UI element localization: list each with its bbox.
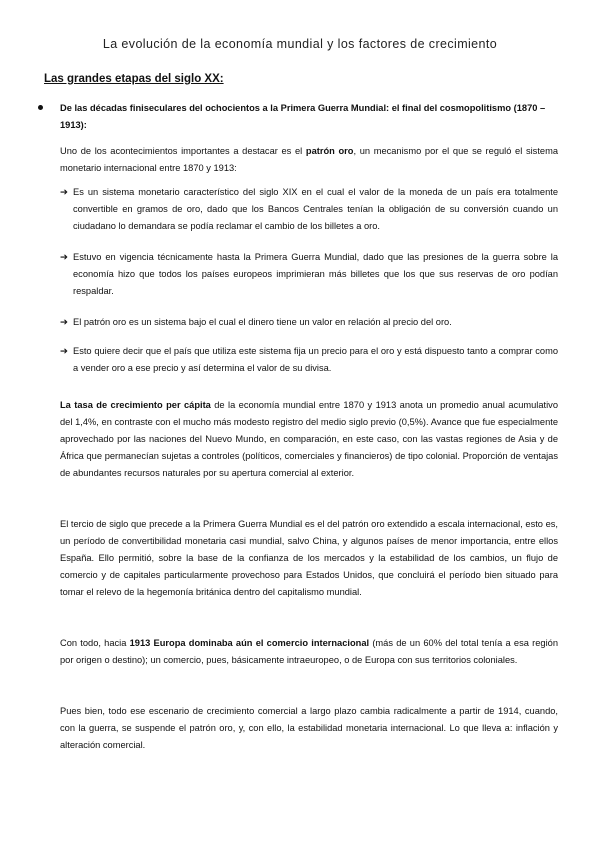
arrow-right-icon: ➔ <box>60 187 68 198</box>
arrow-item-text: Estuvo en vigencia técnicamente hasta la Primera Guerra Mundial, dado que las presiones de la guerra sobre la economía hizo que todos los países europeos imprimieran más billetes que los que sus reservas de oro podían respaldar. <box>73 252 558 296</box>
intro-after: , un mecanismo por el que se reguló el sistema monetario internacional entre 1870 y 1913: <box>60 146 558 173</box>
document-title: La evolución de la economía mundial y los factores de crecimiento <box>102 37 498 51</box>
arrow-right-icon: ➔ <box>60 346 68 357</box>
arrow-list-item <box>60 343 558 377</box>
arrow-item-text: Es un sistema monetario característico del siglo XIX en el cual el valor de la moneda de un país era totalmente convertible en gramos de oro, dado que los Bancos Centrales tenían la obligación de su conversión cuando un ciudadano lo demandara se podía reclamar el cambio de los billetes a oro. <box>73 187 558 231</box>
paragraph-conclusion: Pues bien, todo ese escenario de crecimiento comercial a largo plazo cambia radicalmente a partir de 1914, cuando, con la guerra, se suspende el patrón oro, y, con ello, la estabilidad monetaria internacional. Lo que lleva a: inflación y alteración comercial. <box>60 706 558 750</box>
arrow-right-icon: ➔ <box>60 317 68 328</box>
paragraph-growth-rate <box>60 397 558 482</box>
europe-bold: 1913 Europa dominaba aún el comercio internacional <box>129 638 370 648</box>
arrow-item-text: El patrón oro es un sistema bajo el cual el dinero tiene un valor en relación al precio del oro. <box>73 317 452 327</box>
intro-paragraph <box>60 143 558 177</box>
arrow-right-icon: ➔ <box>60 252 68 263</box>
arrow-item-text: Esto quiere decir que el país que utiliza este sistema fija un precio para el oro y está dispuesto tanto a comprar como a vender oro a ese precio y así determina el valor de su divisa. <box>73 346 558 373</box>
growth-rate-text: de la economía mundial entre 1870 y 1913 anota un promedio anual acumulativo del 1,4%, en contraste con el mucho más modesto registro del medio siglo previo (0,5%). Avance que fue especialmente aprovechado por las naciones del Nuevo Mundo, en comparación, en este caso, con las vastas regiones de Asia y de África que permanecían sujetas a controles (políticos, comerciales y financieros) de tipo colonial. Proporción de ventajas de abundantes recursos naturales por su apertura comercial al exterior. <box>60 400 558 478</box>
bullet-dot-icon <box>38 105 43 110</box>
paragraph-gold-standard-era: El tercio de siglo que precede a la Primera Guerra Mundial es el del patrón oro extendido a escala internacional, esto es, un período de convertibilidad monetaria casi mundial, salvo China, y algunos países de menor importancia, entre ellos España. Ello permitió, sobre la base de la confianza de los mercados y la estabilidad de los cambios, un flujo de comercio y de capitales particularmente provechoso para Estados Unidos, que concluirá el período bien situado para tomar el relevo de la hegemonía británica dentro del capitalismo mundial. <box>60 519 558 597</box>
intro-bold: patrón oro <box>305 146 354 156</box>
europe-after: (más de un 60% del total tenía a esa región por origen o destino); un comercio, pues, básicamente intraeuropeo, o de Europa con sus territorios coloniales. <box>60 638 558 665</box>
arrow-list-item <box>60 314 558 331</box>
bullet-text: De las décadas finiseculares del ochocientos a la Primera Guerra Mundial: el final del cosmopolitismo (1870 –1913): <box>60 103 546 130</box>
arrow-list-item <box>60 249 558 300</box>
growth-rate-bold: La tasa de crecimiento per cápita <box>60 400 211 410</box>
bullet-item <box>38 100 558 134</box>
arrow-list-item <box>60 184 558 235</box>
paragraph-europe-trade <box>60 635 558 669</box>
intro-before: Uno de los acontecimientos importantes a destacar es el <box>60 146 306 156</box>
section-heading: Las grandes etapas del siglo XX: <box>44 73 224 85</box>
europe-before: Con todo, hacia <box>60 638 130 648</box>
